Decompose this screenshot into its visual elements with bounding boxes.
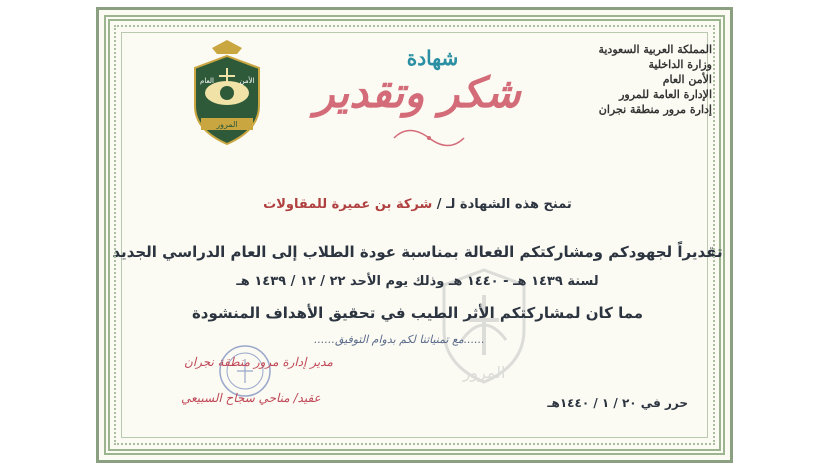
company-name: شركة بن عميرة للمقاولات <box>263 197 433 212</box>
logo-label-left: الأمن <box>239 77 255 85</box>
signatory-title: مدير إدارة مرور منطقة نجران <box>184 355 333 369</box>
certificate-frame <box>96 7 733 463</box>
traffic-police-logo <box>187 38 267 148</box>
appreciation-line: تقديراً لجهودكم ومشاركتكم الفعالة بمناسبة عودة الطلاب إلى العام الدراسي الجديد <box>112 243 723 261</box>
impact-line: مما كان لمشاركتكم الأثر الطيب في تحقيق الأهداف المنشودة <box>191 304 644 322</box>
org-line: المملكة العربية السعودية <box>598 43 712 56</box>
emblem-watermark <box>424 260 544 390</box>
certificate-subtitle: شهادة <box>406 46 459 70</box>
org-line: الإدارة العامة للمرور <box>619 88 712 101</box>
logo-label-right: العام <box>200 77 214 85</box>
title-ornament <box>389 118 469 158</box>
watermark-label: المرور <box>462 363 506 382</box>
org-line: وزارة الداخلية <box>648 58 712 71</box>
inner-border <box>121 32 708 438</box>
org-line: إدارة مرور منطقة نجران <box>598 103 712 116</box>
grant-line <box>99 197 736 212</box>
certificate-title: شكر وتقدير <box>314 68 521 117</box>
official-stamp <box>217 343 273 399</box>
org-line: الأمن العام <box>662 73 712 86</box>
year-line: لسنة ١٤٣٩ هـ - ١٤٤٠ هـ وذلك يوم الأحد ٢٢ / ١٢ / ١٤٣٩ هـ <box>236 274 599 289</box>
logo-label-bottom: المرور <box>216 120 238 129</box>
issue-date: حرر في ٢٠ / ١ / ١٤٤٠هـ <box>547 396 688 410</box>
organization-header <box>598 42 712 117</box>
wishes-line: ......مع تمنياتنا لكم بدوام التوفيق...... <box>314 333 485 346</box>
signatory-name: عقيد/ مناحي سجاح السبيعي <box>181 391 321 405</box>
grant-prefix: تمنح هذه الشهادة لـ / <box>436 197 572 212</box>
